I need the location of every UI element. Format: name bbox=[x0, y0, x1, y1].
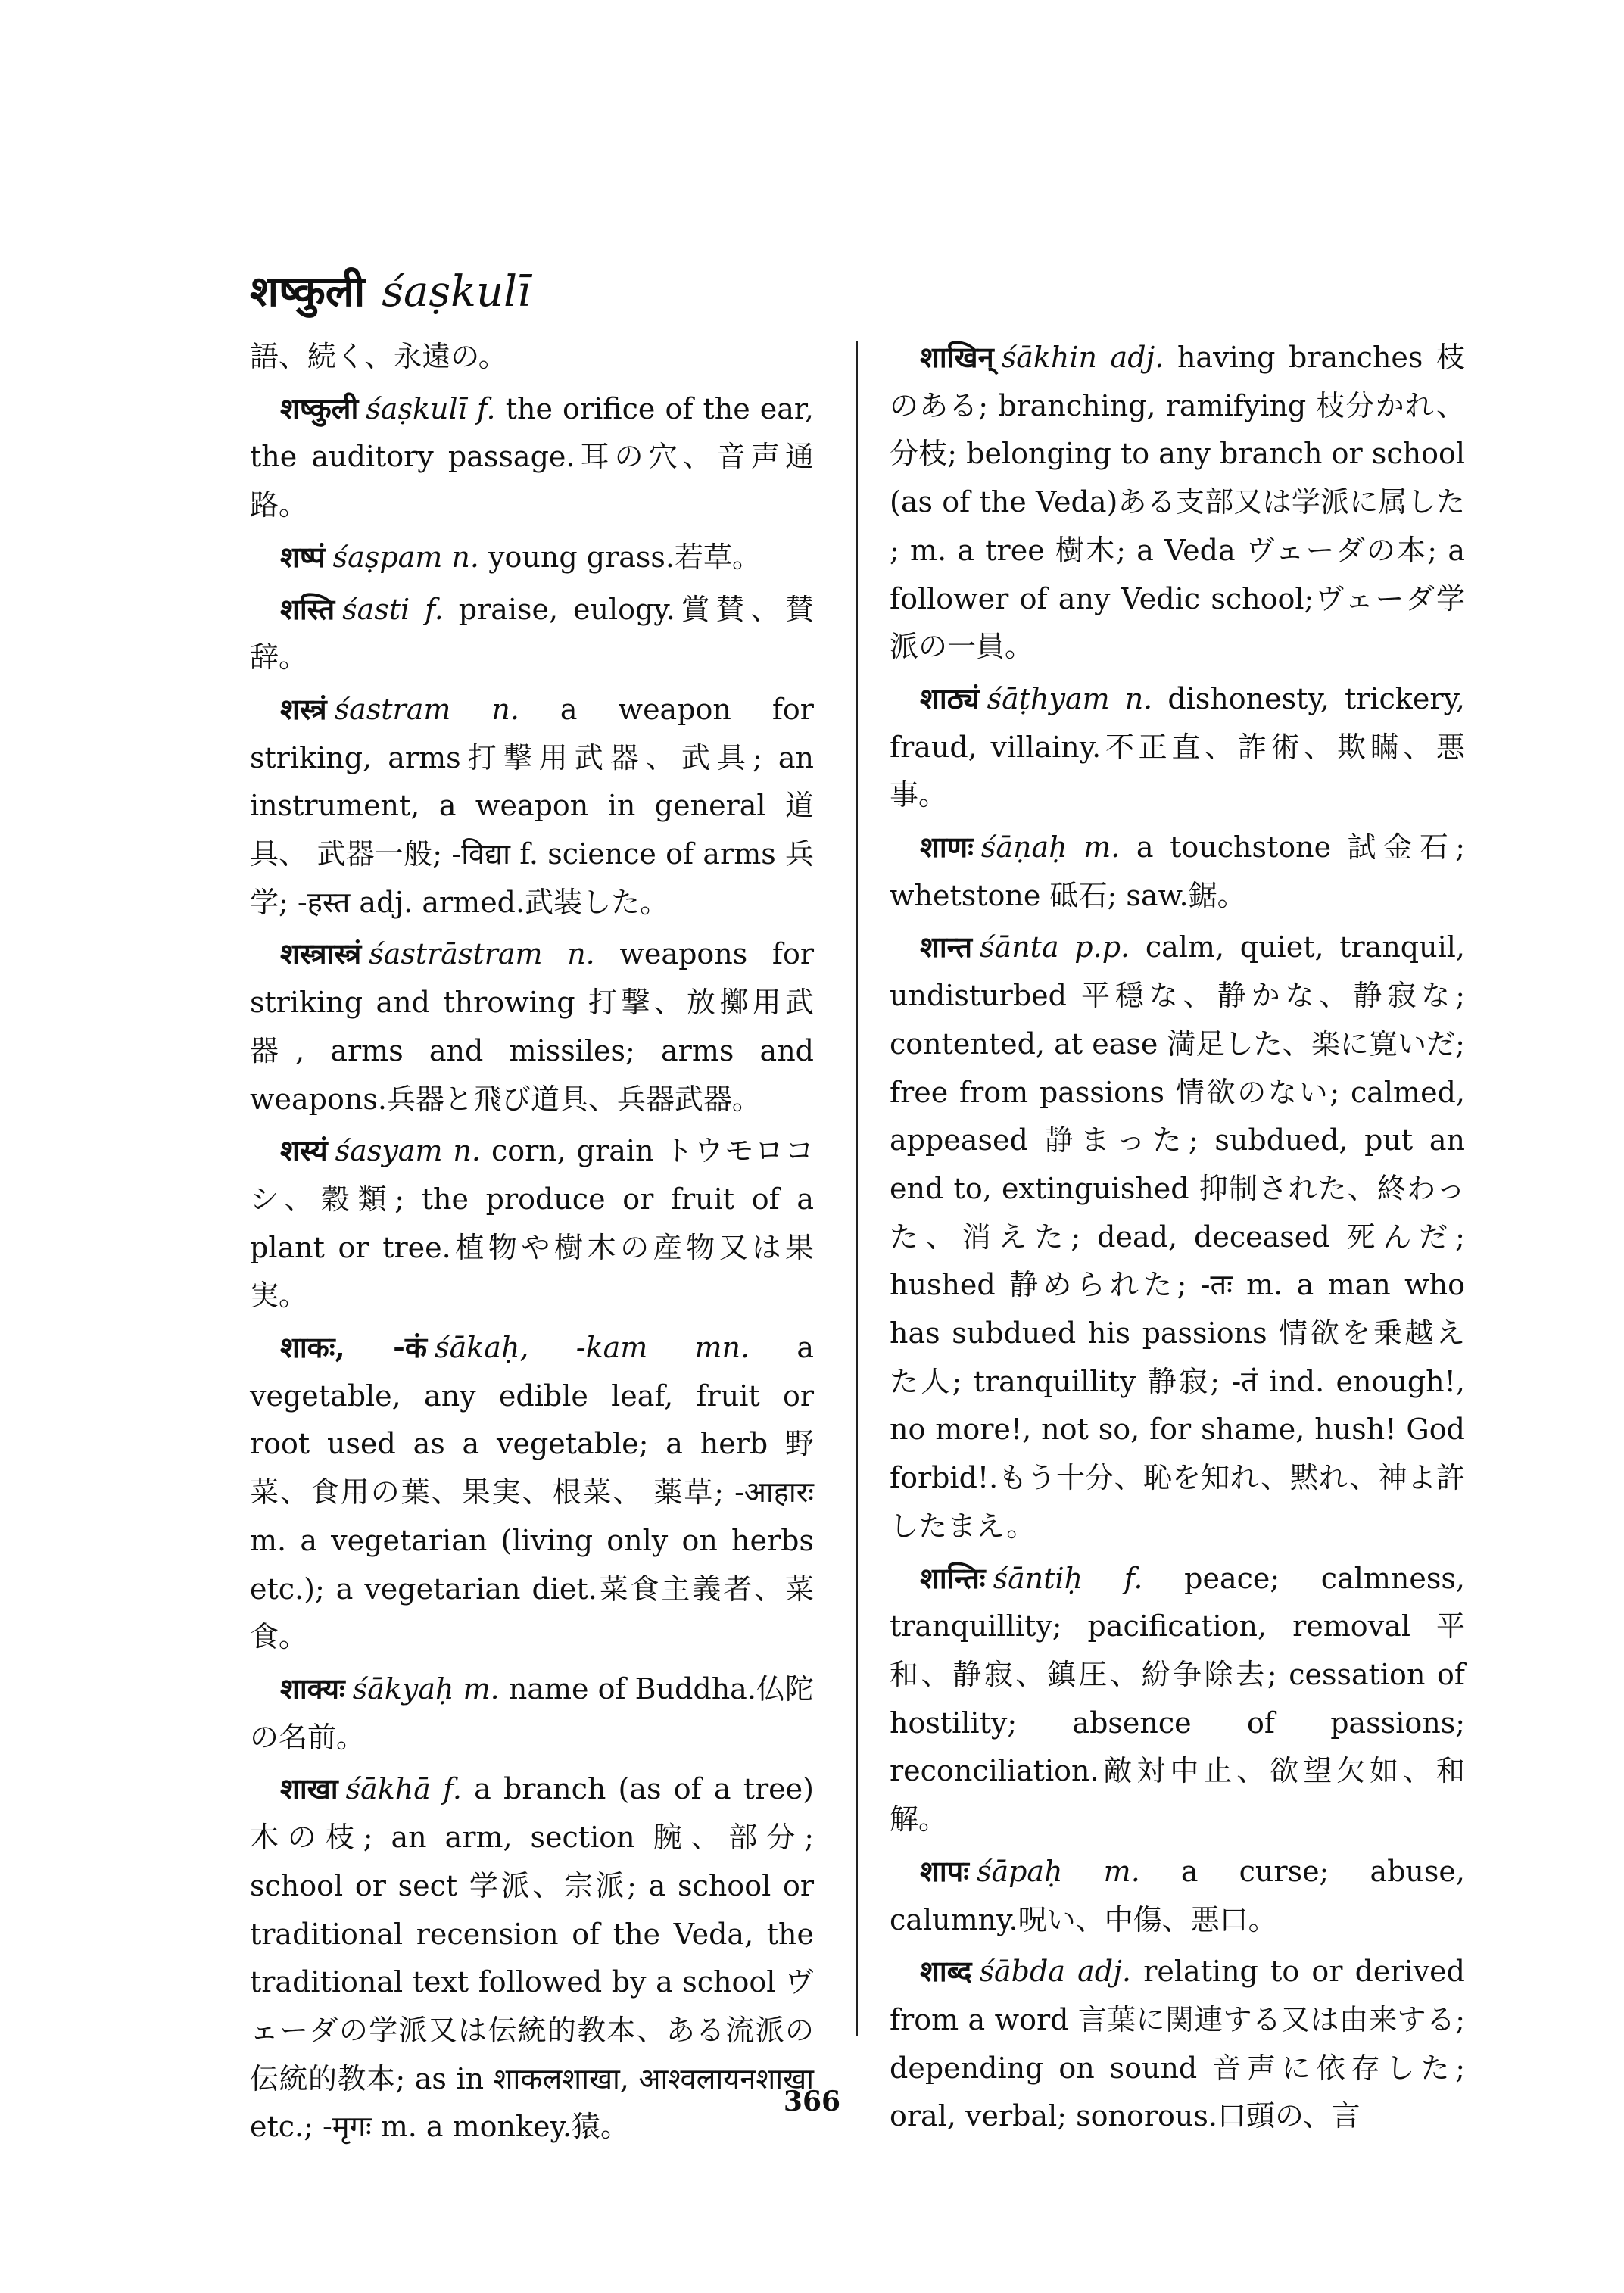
entry-definition: praise, eulogy.賞賛、賛辞。 bbox=[250, 592, 814, 675]
entry-transliteration: śāntiḥ f. bbox=[993, 1561, 1143, 1595]
header-roman: śaṣkulī bbox=[382, 267, 531, 316]
entry-definition: a touchstone 試金石; whetstone 砥石; saw.鋸。 bbox=[890, 830, 1465, 912]
entry-headword: शाकः, -कं bbox=[280, 1330, 428, 1365]
entry-headword: शाठ्यं bbox=[920, 681, 980, 715]
left-column bbox=[250, 333, 814, 2154]
dictionary-entry bbox=[250, 685, 814, 927]
dictionary-entry bbox=[250, 533, 814, 582]
entry-transliteration: śāṭhyam n. bbox=[987, 681, 1153, 715]
entry-definition: weapons for striking and throwing 打撃、放擲用武器, arms and missiles; arms and weapons.兵器と飛び道具、兵器武器。 bbox=[250, 937, 814, 1116]
entry-headword: शान्तिः bbox=[920, 1560, 986, 1595]
entry-headword: शस्ति bbox=[280, 591, 335, 626]
entry-transliteration: śākaḥ, -kam mn. bbox=[435, 1331, 750, 1365]
dictionary-entry bbox=[250, 930, 814, 1123]
entry-transliteration: śasti f. bbox=[342, 592, 444, 626]
entry-transliteration: śākhin adj. bbox=[1001, 341, 1164, 374]
entry-definition: the orifice of the ear, the auditory passage.耳の穴、音声通路。 bbox=[250, 391, 814, 522]
entry-headword: शाक्यः bbox=[280, 1671, 345, 1706]
entry-headword: शस्त्रं bbox=[280, 691, 327, 726]
entry-transliteration: śāpaḥ m. bbox=[976, 1854, 1140, 1888]
dictionary-entry bbox=[250, 585, 814, 682]
column-divider bbox=[856, 341, 858, 2036]
entry-transliteration: śānta p.p. bbox=[980, 930, 1130, 964]
entry-headword: शष्पं bbox=[280, 539, 326, 574]
entry-definition: having branches 枝のある; branching, ramifying 枝分かれ、分枝; belonging to any branch or school (as of the Veda)ある支部又は学派に属した ; m. a tree 樹木; a Veda ヴェーダの本; a follower of any Vedic school;ヴェーダ学派の一員。 bbox=[890, 341, 1465, 664]
entry-transliteration: śaṣkulī f. bbox=[366, 391, 496, 425]
entry-transliteration: śastram n. bbox=[334, 692, 519, 726]
entry-headword: शान्त bbox=[920, 930, 973, 964]
dictionary-entry bbox=[250, 385, 814, 530]
entry-definition: young grass.若草。 bbox=[488, 540, 762, 574]
entry-transliteration: śasyam n. bbox=[335, 1134, 481, 1168]
entry-definition: dishonesty, trickery, fraud, villainy.不正直、詐術、欺瞞、悪事。 bbox=[890, 681, 1465, 812]
dictionary-entry bbox=[890, 923, 1465, 1550]
entry-definition: calm, quiet, tranquil, undisturbed 平穏な、静かな、静寂な; contented, at ease 満足した、楽に寛いだ; free from passions 情欲のない; calmed, appeased 静まった; subdued, put an end to, extinguished 抑制された、終わった、消えた; dead, deceased 死んだ; hushed 静められた; -तः m. a man who has subdued his passions 情欲を乗越えた人; tranquillity 静寂; -तं ind. enough!, no more!, not so, for shame, hush! God forbid!.もう十分、恥を知れ、黙れ、神よ許したまえ。 bbox=[890, 930, 1465, 1543]
right-column bbox=[890, 333, 1465, 2144]
entry-definition: corn, grain トウモロコシ、穀類; the produce or fruit of a plant or tree.植物や樹木の産物又は果実。 bbox=[250, 1134, 814, 1313]
entry-headword: शाखा bbox=[280, 1771, 338, 1806]
dictionary-entry bbox=[890, 333, 1465, 671]
dictionary-entry bbox=[890, 1554, 1465, 1844]
entry-definition: peace; calmness, tranquillity; pacification, removal 平和、静寂、鎮圧、紛争除去; cessation of hostility; absence of passions; reconciliation.敵対中止、欲望欠如、和解。 bbox=[890, 1561, 1465, 1837]
entry-definition: name of Buddha.仏陀の名前。 bbox=[250, 1671, 814, 1754]
dictionary-entry bbox=[250, 1765, 814, 2151]
dictionary-entry bbox=[890, 1847, 1465, 1944]
entry-headword: शस्यं bbox=[280, 1133, 328, 1168]
entry-definition: 語、続く、永遠の。 bbox=[250, 340, 507, 373]
entry-definition: relating to or derived from a word 言葉に関連する又は由来する; depending on sound 音声に依存した; oral, verbal; sonorous.口頭の、言 bbox=[890, 1955, 1465, 2133]
entry-headword: शाब्द bbox=[920, 1954, 972, 1989]
entry-transliteration: śābda adj. bbox=[979, 1955, 1131, 1989]
dictionary-entry bbox=[250, 1323, 814, 1662]
page-header bbox=[250, 265, 531, 319]
entry-headword: शापः bbox=[920, 1853, 969, 1888]
entry-transliteration: śāṇaḥ m. bbox=[980, 830, 1121, 865]
entry-definition: a vegetable, any edible leaf, fruit or root used as a vegetable; a herb 野菜、食用の葉、果実、根菜、 薬草; -आहारः m. a vegetarian (living only on herbs etc.); a vegetarian diet.菜食主義者、菜食。 bbox=[250, 1331, 814, 1654]
entry-headword: शस्त्रास्त्रं bbox=[280, 936, 362, 971]
page-number: 366 bbox=[783, 2086, 841, 2117]
entry-transliteration: śaṣpam n. bbox=[332, 540, 479, 574]
dictionary-entry bbox=[890, 675, 1465, 820]
entry-transliteration: śākhā f. bbox=[345, 1772, 462, 1806]
dictionary-entry bbox=[890, 823, 1465, 920]
entry-transliteration: śastrāstram n. bbox=[369, 937, 595, 971]
dictionary-entry bbox=[250, 1665, 814, 1762]
dictionary-entry bbox=[890, 1947, 1465, 2141]
entry-headword: शाखिन् bbox=[920, 340, 994, 374]
dictionary-entry bbox=[250, 1126, 814, 1320]
entry-transliteration: śākyaḥ m. bbox=[352, 1671, 500, 1706]
entry-definition: a curse; abuse, calumny.呪い、中傷、悪口。 bbox=[890, 1854, 1465, 1936]
entry-definition: a weapon for striking, arms打撃用武器、武具; an instrument, a weapon in general 道具、 武器一般; -विद्या f. science of arms 兵学; -हस्त adj. armed.武装した。 bbox=[250, 692, 814, 919]
header-devanagari: शष्कुली bbox=[250, 266, 366, 316]
dictionary-entry bbox=[250, 333, 814, 382]
entry-definition: a branch (as of a tree) 木の枝; an arm, section 腕、部分; school or sect 学派、宗派; a school or traditional recension of the Veda, the traditional text followed by a school ヴェーダの学派又は伝統的教本、ある流派の伝統的教本; as in शाकलशाखा, आश्वलायनशाखा etc.; -मृगः m. a monkey.猿。 bbox=[250, 1772, 814, 2144]
entry-headword: शष्कुली bbox=[280, 391, 359, 425]
entry-headword: शाणः bbox=[920, 830, 974, 865]
